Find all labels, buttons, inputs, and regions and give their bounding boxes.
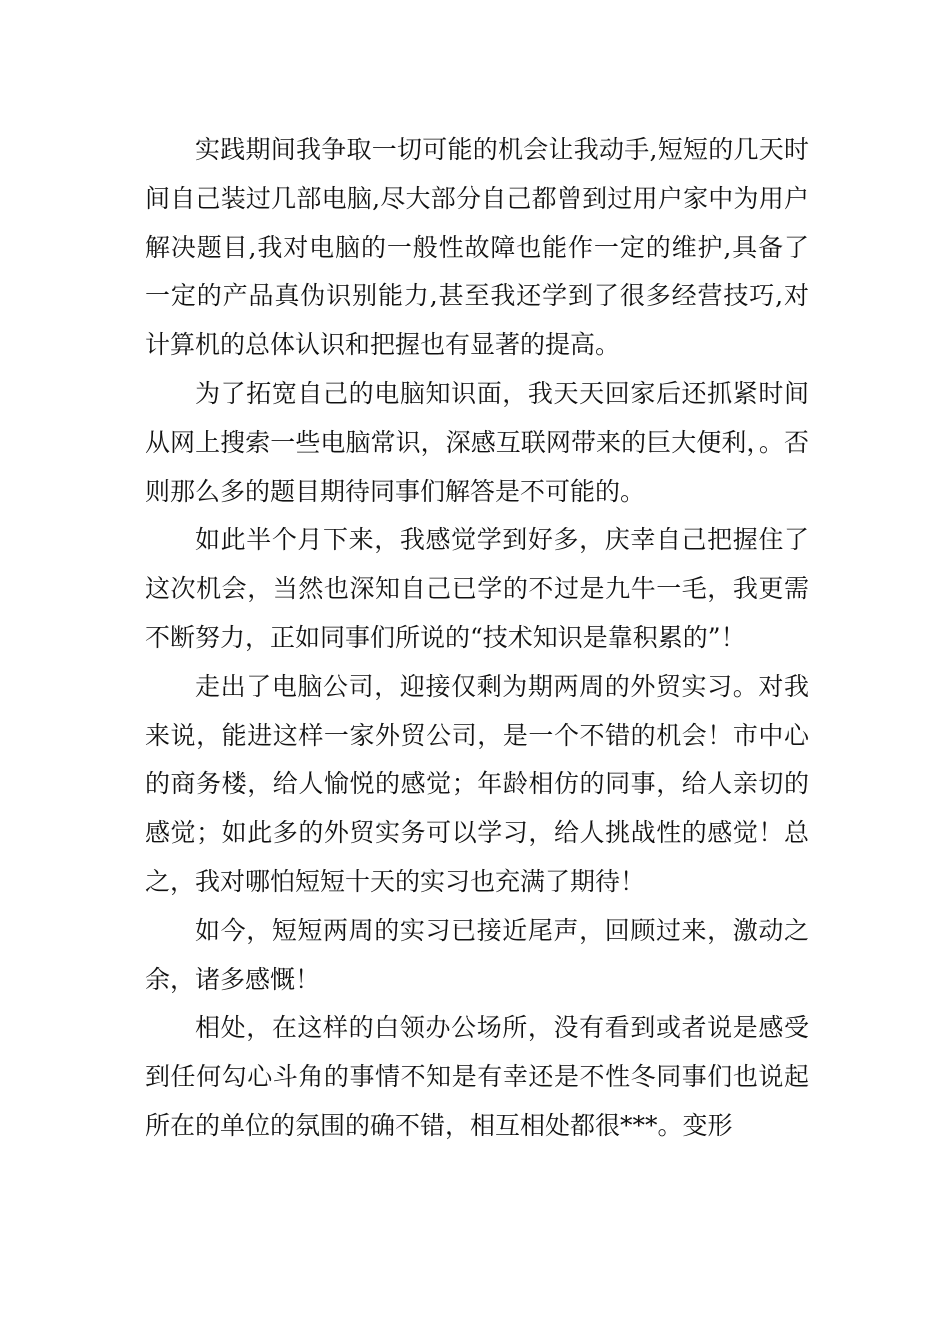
paragraph-3: 如此半个月下来，我感觉学到好多，庆幸自己把握住了这次机会，当然也深知自己已学的不过是九牛一毛，我更需不断努力，正如同事们所说的“技术知识是靠积累的”！	[145, 525, 809, 652]
body-text	[145, 126, 809, 1151]
paragraph-2: 为了拓宽自己的电脑知识面，我天天回家后还抓紧时间从网上搜索一些电脑常识，深感互联网带来的巨大便利，。否则那么多的题目期待同事们解答是不可能的。	[145, 378, 809, 506]
paragraph-5: 如今，短短两周的实习已接近尾声，回顾过来，激动之余，诸多感慨！	[145, 915, 809, 994]
paragraph-1: 实践期间我争取一切可能的机会让我动手,短短的几天时间自己装过几部电脑,尽大部分自己都曾到过用户家中为用户解决题目,我对电脑的一般性故障也能作一定的维护,具备了一定的产品真伪识别能力,甚至我还学到了很多经营技巧,对计算机的总体认识和把握也有显著的提高。	[145, 135, 809, 360]
paragraph-4: 走出了电脑公司，迎接仅剩为期两周的外贸实习。对我来说，能进这样一家外贸公司，是一个不错的机会！市中心的商务楼，给人愉悦的感觉；年龄相仿的同事，给人亲切的感觉；如此多的外贸实务可以学习，给人挑战性的感觉！总之，我对哪怕短短十天的实习也充满了期待！	[145, 671, 809, 896]
paragraph-6: 相处，在这样的白领办公场所，没有看到或者说是感受到任何勾心斗角的事情不知是有幸还是不性冬同事们也说起所在的单位的氛围的确不错，相互相处都很***。变形	[145, 1013, 809, 1140]
